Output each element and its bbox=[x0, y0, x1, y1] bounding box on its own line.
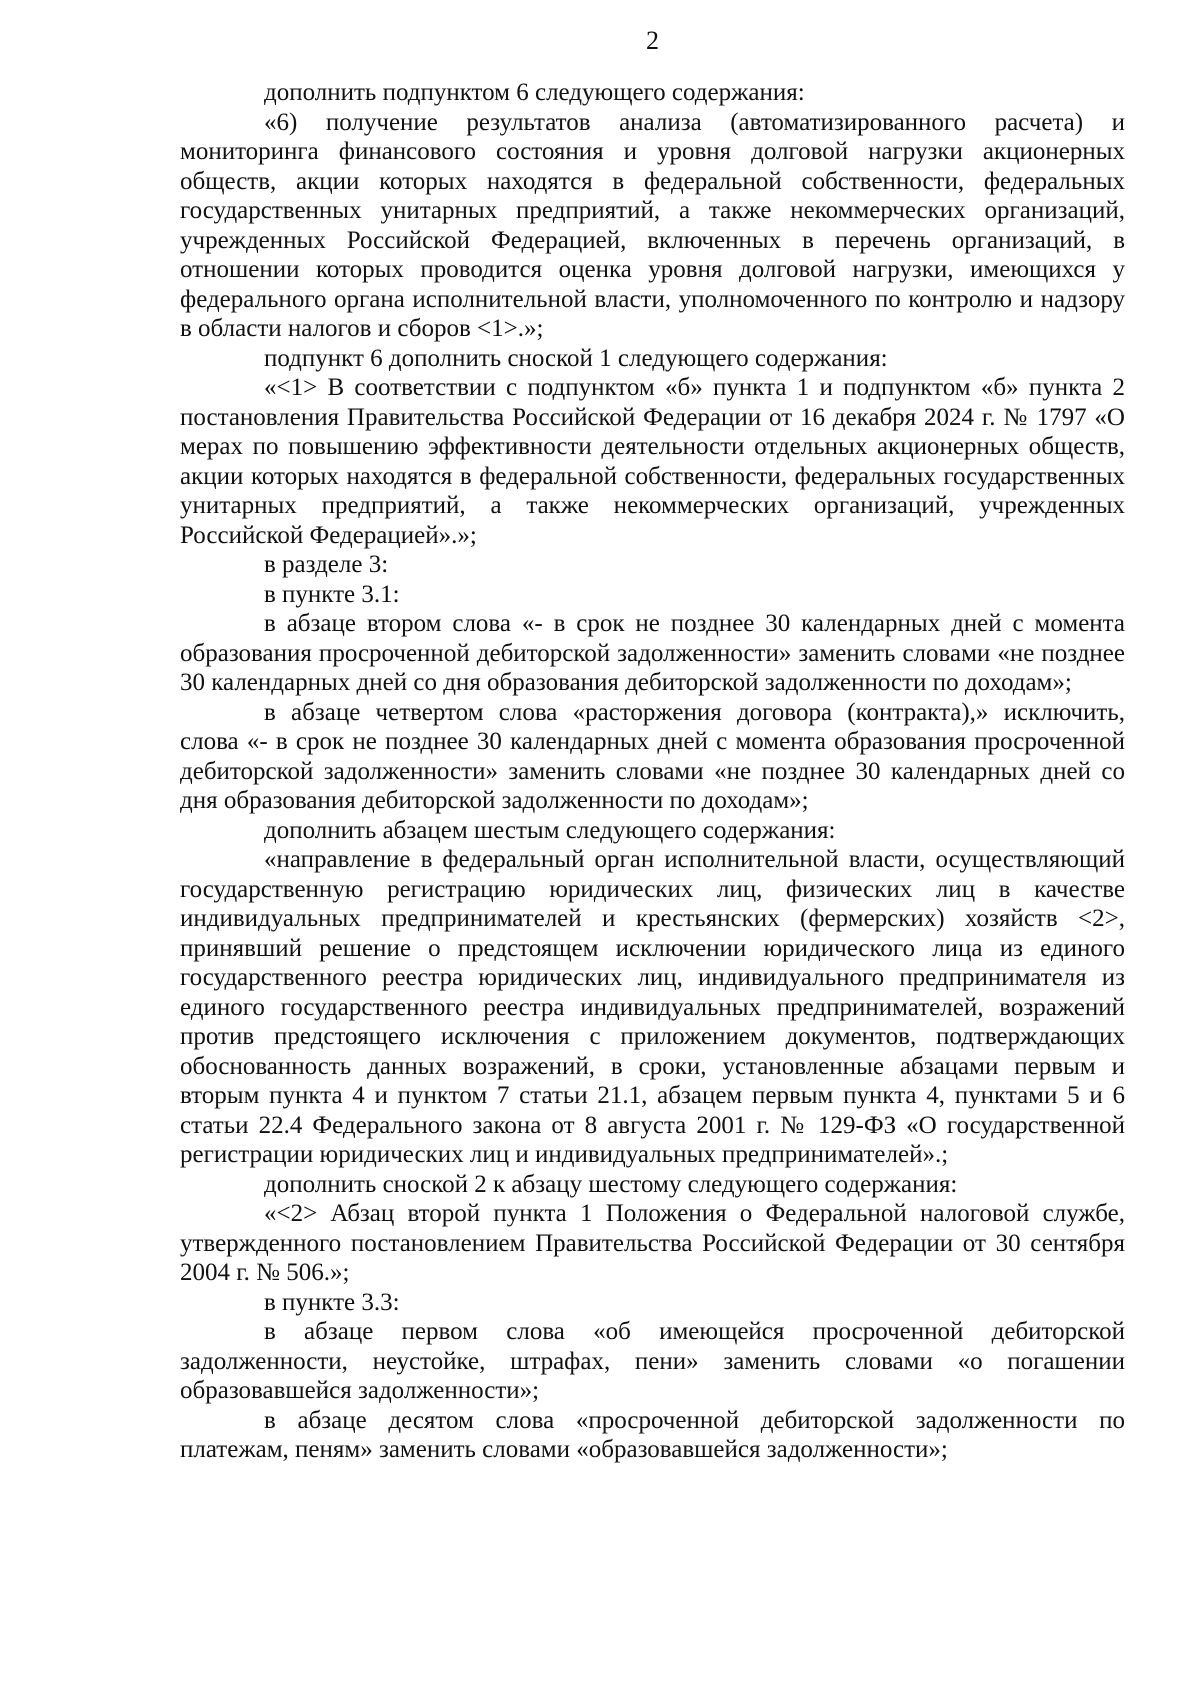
paragraph-15: в абзаце десятом слова «просроченной дебиторской задолженности по платежам, пеням» заменить словами «образовавшейся задолженности»; bbox=[180, 1406, 1125, 1463]
paragraph-3: подпункт 6 дополнить сноской 1 следующего содержания: bbox=[264, 344, 888, 372]
paragraph-2: «6) получение результатов анализа (автоматизированного расчета) и мониторинга финансового состояния и уровня долговой нагрузки акционерных обществ, акции которых находятся в федеральной собственности, федеральных государственных унитарных предприятий, а также некоммерческих организаций, учрежденных Российской Федерацией, включенных в перечень организаций, в отношении которых проводится оценка уровня долговой нагрузки, имеющихся у федерального органа исполнительной власти, уполномоченного по контролю и надзору в области налогов и сборов <1>.»; bbox=[180, 108, 1125, 342]
paragraph-6: в пункте 3.1: bbox=[264, 580, 400, 608]
paragraph-7: в абзаце втором слова «- в срок не позднее 30 календарных дней с момента образования просроченной дебиторской задолженности» заменить словами «не позднее 30 календарных дней со дня образования дебиторской задолженности по доходам»; bbox=[180, 610, 1125, 696]
paragraph-11: дополнить сноской 2 к абзацу шестому следующего содержания: bbox=[264, 1170, 958, 1198]
document-body bbox=[180, 78, 1125, 1465]
paragraph-12: «<2> Абзац второй пункта 1 Положения о Федеральной налоговой службе, утвержденного постановлением Правительства Российской Федерации от 30 сентября 2004 г. № 506.»; bbox=[180, 1200, 1125, 1286]
paragraph-13: в пункте 3.3: bbox=[264, 1288, 400, 1316]
paragraph-4: «<1> В соответствии с подпунктом «б» пункта 1 и подпунктом «б» пункта 2 постановления Правительства Российской Федерации от 16 декабря 2024 г. № 1797 «О мерах по повышению эффективности деятельности отдельных акционерных обществ, акции которых находятся в федеральной собственности, федеральных государственных унитарных предприятий, а также некоммерческих организаций, учрежденных Российской Федерацией».»; bbox=[180, 374, 1125, 549]
paragraph-1: дополнить подпунктом 6 следующего содержания: bbox=[264, 79, 805, 106]
paragraph-9: дополнить абзацем шестым следующего содержания: bbox=[264, 816, 836, 844]
paragraph-8: в абзаце четвертом слова «расторжения договора (контракта),» исключить, слова «- в срок не позднее 30 календарных дней с момента образования просроченной дебиторской задолженности» заменить словами «не позднее 30 календарных дней со дня образования дебиторской задолженности по доходам»; bbox=[180, 698, 1125, 814]
paragraph-10: «направление в федеральный орган исполнительной власти, осуществляющий государственную регистрацию юридических лиц, физических лиц в качестве индивидуальных предпринимателей и крестьянских (фермерских) хозяйств <2>, принявший решение о предстоящем исключении юридического лица из единого государственного реестра юридических лиц, индивидуального предпринимателя из единого государственного реестра индивидуальных предпринимателей, возражений против предстоящего исключения с приложением документов, подтверждающих обоснованность данных возражений, в сроки, установленные абзацами первым и вторым пункта 4 и пунктом 7 статьи 21.1, абзацем первым пункта 4, пунктами 5 и 6 статьи 22.4 Федерального закона от 8 августа 2001 г. № 129-ФЗ «О государственной регистрации юридических лиц и индивидуальных предпринимателей».; bbox=[180, 846, 1125, 1168]
paragraph-5: в разделе 3: bbox=[264, 551, 389, 578]
paragraph-14: в абзаце первом слова «об имеющейся просроченной дебиторской задолженности, неустойке, штрафах, пени» заменить словами «о погашении образовавшейся задолженности»; bbox=[180, 1318, 1125, 1404]
page-number: 2 bbox=[646, 26, 659, 55]
